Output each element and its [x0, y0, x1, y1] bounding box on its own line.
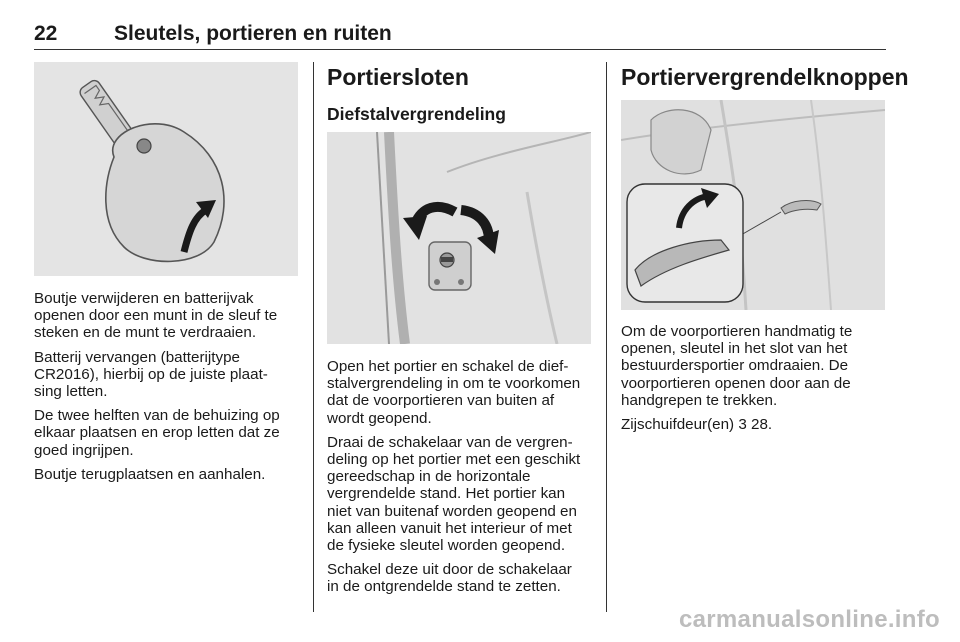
door-handle-illustration — [621, 100, 885, 310]
paragraph — [34, 349, 304, 401]
xref-arrow-icon: 3 — [738, 416, 747, 434]
section-heading: Portiervergrendelknoppen — [621, 64, 909, 90]
text-line: openen, sleutel in het slot van het — [621, 340, 848, 358]
text-line: Boutje verwijderen en batterijvak — [34, 290, 254, 307]
subsection-heading: Diefstalvergrendeling — [327, 104, 506, 124]
text-line: goed ingrijpen. — [34, 441, 134, 459]
text-line: Open het portier en schakel de dief- — [327, 358, 569, 375]
column-divider-2 — [606, 62, 607, 612]
paragraph — [34, 407, 304, 459]
text-line: bestuurdersportier omdraaien. De — [621, 357, 849, 375]
paragraph — [34, 290, 304, 342]
text-line: De twee helften van de behuizing op — [34, 407, 280, 425]
cross-reference[interactable] — [621, 416, 886, 433]
text-line: Draai de schakelaar van de vergren- — [327, 433, 573, 451]
text-line: Boutje terugplaatsen en aanhalen. — [34, 465, 266, 483]
text-line: steken en de munt te verdraaien. — [34, 324, 257, 342]
text-line: niet van buitenaf worden geopend en — [327, 502, 577, 520]
col1-body — [34, 290, 304, 490]
xref-label: Zijschuifdeur(en) — [621, 416, 735, 434]
paragraph — [327, 358, 602, 427]
paragraph — [34, 466, 304, 483]
paragraph — [327, 561, 602, 595]
text-line: gereedschap in de horizontale — [327, 468, 531, 486]
text-line: deling op het portier met een geschikt — [327, 451, 581, 469]
text-line: Om de voorportieren handmatig te — [621, 323, 853, 340]
text-line: openen door een munt in de sleuf te — [34, 307, 278, 325]
paragraph — [621, 323, 886, 409]
page-header — [34, 22, 884, 52]
page-number: 22 — [34, 22, 58, 45]
header-divider — [34, 49, 886, 50]
text-line: sing letten. — [34, 383, 108, 401]
paragraph — [327, 434, 602, 554]
text-line: kan alleen vanuit het interieur of met — [327, 519, 572, 537]
watermark: carmanualsonline.info — [678, 606, 940, 633]
key-fob-battery-illustration — [34, 62, 298, 276]
text-line: dat de voorportieren van buiten af — [327, 392, 555, 410]
text-line: voorportieren openen door aan de — [621, 374, 851, 392]
text-line: elkaar plaatsen en erop letten dat ze — [34, 424, 280, 442]
text-line: wordt geopend. — [327, 409, 432, 427]
text-line: handgrepen te trekken. — [621, 391, 778, 409]
column-divider-1 — [313, 62, 314, 612]
col3-body — [621, 323, 886, 440]
door-lock-illustration — [327, 132, 591, 344]
text-line: Schakel deze uit door de schakelaar — [327, 561, 572, 579]
page-title: Sleutels, portieren en ruiten — [114, 22, 392, 45]
section-heading: Portiersloten — [327, 64, 469, 90]
text-line: stalvergrendeling in om te voorkomen — [327, 375, 581, 393]
xref-page: 28. — [751, 416, 773, 434]
text-line: in de ontgrendelde stand te zetten. — [327, 578, 561, 596]
text-line: vergrendelde stand. Het portier kan — [327, 485, 566, 503]
text-line: de fysieke sleutel worden geopend. — [327, 537, 566, 555]
text-line: Batterij vervangen (batterijtype — [34, 348, 240, 366]
col2-body — [327, 358, 602, 603]
text-line: CR2016), hierbij op de juiste plaat- — [34, 365, 268, 383]
